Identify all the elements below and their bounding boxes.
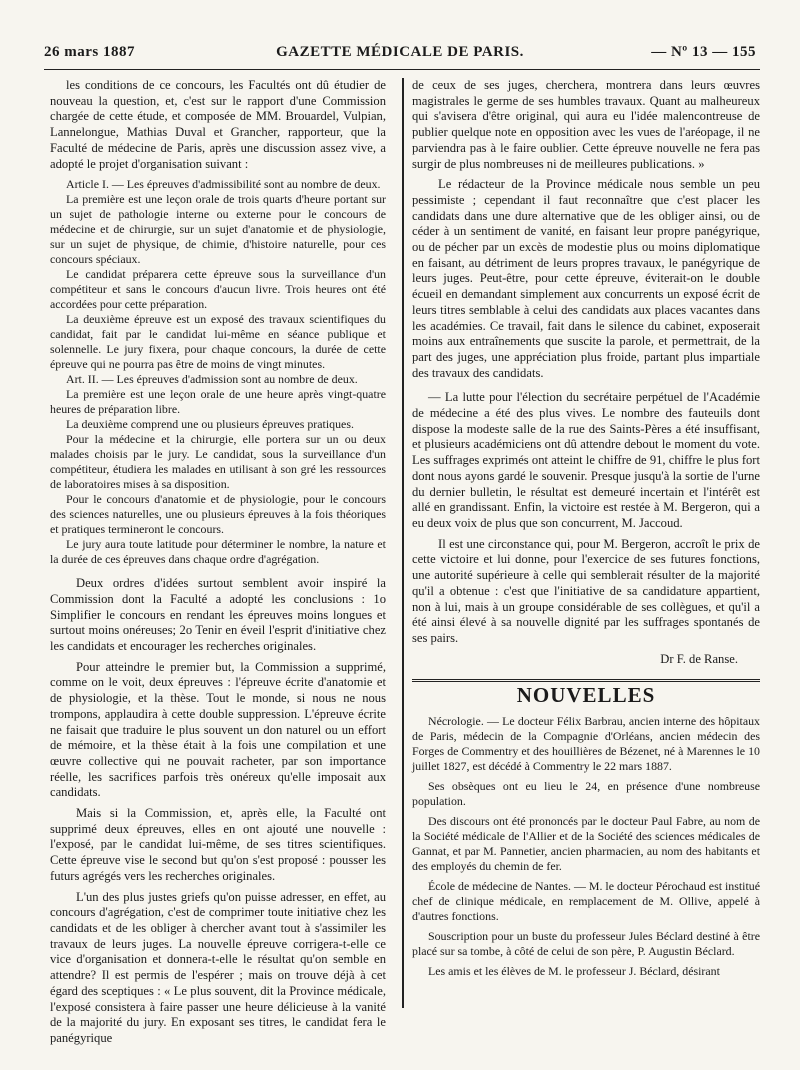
paragraph: Il est une circonstance qui, pour M. Bergeron, accroît le prix de cette victoire et lui donne, pour l'exercice de ses futures fonctions, une autorité supérieure à celle qui semblerait résulter de la majorité qu'il a obtenue : c'est que l'initiative de sa candidature appartient, non à lui, mais à un groupe considérable de ses collègues, et qu'il a été ainsi élevé à sa nouvelle dignité par les suffrages spontanés de ses pairs. xyxy=(412,536,760,645)
news-item: Ses obsèques ont eu lieu le 24, en présence d'une nombreuse population. xyxy=(412,779,760,809)
right-column xyxy=(412,78,760,979)
news-item: Nécrologie. — Le docteur Félix Barbrau, ancien interne des hôpitaux de Paris, médecin de la Compagnie d'Orléans, ancien médecin des Forges de Commentry et des houillières de Bézenet, né à Marennes le 10 juillet 1827, est décédé à Commentry le 22 mars 1887. xyxy=(412,714,760,774)
paragraph: Le jury aura toute latitude pour déterminer le nombre, la nature et la durée de ces épreuves dans chaque ordre d'agrégation. xyxy=(50,537,386,567)
paragraph: Art. II. — Les épreuves d'admission sont au nombre de deux. xyxy=(66,372,358,387)
paragraph: Pour le concours d'anatomie et de physiologie, pour le concours des sciences naturelles, une ou plusieurs épreuves à la fois théoriques et pratiques termineront le concours. xyxy=(50,492,386,537)
paragraph: La première est une leçon orale de une heure après vingt-quatre heures de préparation libre. xyxy=(50,387,386,417)
news-item: École de médecine de Nantes. — M. le docteur Pérochaud est institué chef de clinique médicale, en remplacement de M. Ollive, appelé à d'autres fonctions. xyxy=(412,879,760,924)
news-item: Souscription pour un buste du professeur Jules Béclard destiné à être placé sur sa tombe, à côté de celui de son père, P. Augustin Béclard. xyxy=(412,929,760,959)
paragraph: Deux ordres d'idées surtout semblent avoir inspiré la Commission dont la Faculté a adopté les conclusions : 1o Simplifier le concours en rendant les épreuves moins longues et surtout moins onéreuses; 2o Tenir en éveil l'esprit d'initiative chez les candidats et encourager les recherches originales. xyxy=(50,576,386,654)
paragraph: L'un des plus justes griefs qu'on puisse adresser, en effet, au concours d'agrégation, c'est de comprimer toute initiative chez les candidats et de les obliger à chercher avant tout à s'assimiler les travaux de leurs juges. La nouvelle épreuve corrigera-t-elle ce vice d'organisation et donnera-t-elle le résultat qu'on semble en attendre? Il est permis de l'espérer ; mais on trouve déjà à cet égard des sceptiques : « Le plus souvent, dit la Province médicale, l'exposé consistera à faire passer une heure délicieuse à la vanité de la majorité du jury. En exposant ses titres, le candidat fera le panégyrique xyxy=(50,889,386,1045)
paragraph: La première est une leçon orale de trois quarts d'heure portant sur un sujet de pathologie interne ou externe pour le concours de médecine et de chirurgie, sur un sujet d'anatomie et de physiologie, sur un sujet de physique, de chimie, d'histoire naturelle, pour ces concours spéciaux. xyxy=(50,192,386,267)
paragraph: Pour la médecine et la chirurgie, elle portera sur un ou deux malades choisis par le jury. Le candidat, sous la surveillance d'un compétiteur, étudiera les malades en utilisant à son gré les ressources de laboratoires mises à sa disposition. xyxy=(50,432,386,492)
paragraph: Mais si la Commission, et, après elle, la Faculté ont supprimé deux épreuves, elles en ont ajouté une nouvelle : l'exposé, par le candidat lui-même, de ses titres scientifiques. Cette épreuve vise le second but qu'on s'est proposé : pousser les futurs agrégés vers les recherches originales. xyxy=(50,806,386,883)
news-item: Des discours ont été prononcés par le docteur Paul Fabre, au nom de la Société médicale de l'Allier et de la Société des sciences médicales de Gannat, et par M. Pannetier, ancien pharmacien, au nom des habitants et des employés du chemin de fer. xyxy=(412,814,760,874)
paragraph: de ceux de ses juges, cherchera, montrera dans leurs œuvres magistrales le germe de ses humbles travaux. Quant au malheureux qui s'avisera d'être original, qui aura eu l'idée malencontreuse de publier quelque note en opposition avec les vues de l'aréopage, il ne parviendra pas à le faire oublier. Cette épreuve nouvelle ne fera pas surgir de plus nombreuses ni de meilleures publications. » xyxy=(412,78,760,171)
paragraph: Le candidat préparera cette épreuve sous la surveillance d'un compétiteur et sans le concours d'aucun livre. Trois heures ont été accordées pour cette préparation. xyxy=(50,267,386,312)
paragraph: — La lutte pour l'élection du secrétaire perpétuel de l'Académie de médecine a été des plus vives. Le nombre des fauteuils dont dispose la modeste salle de la rue des Saints-Pères a été insuffisant, et plusieurs académiciens ont dû attendre debout le moment du vote. Les suffrages exprimés ont atteint le chiffre de 91, chiffre le plus fort dont nous ayons gardé le souvenir. Presque jusqu'à la sortie de l'urne du dernier bulletin, le résultat est demeuré incertain et l'intérêt est allé en grandissant. Enfin, la victoire est restée à M. Bergeron, qui a eu deux voix de plus que son concurrent, M. Jaccoud. xyxy=(412,390,760,530)
paragraph: Pour atteindre le premier but, la Commission a supprimé, comme on le voit, deux épreuves : l'épreuve écrite d'anatomie et de physiologie, et la thèse. Tout le monde, si nous ne nous trompons, applaudira à cette double suppression. L'épreuve écrite ne faisait que traduire le plus souvent un don naturel ou un effort de mémoire, et la thèse était à la fois une compilation et une œuvre collective qui ne pouvait racheter, par son importance réelle, les sacrifices parfois très onéreux qu'elle imposait aux candidats. xyxy=(50,659,386,800)
column-divider xyxy=(402,78,404,1008)
section-rule xyxy=(412,679,760,682)
header-date: 26 mars 1887 xyxy=(44,44,135,60)
paragraph: les conditions de ce concours, les Facultés ont dû étudier de nouveau la question, et, c'est sur le rapport d'une Commission chargée de cette étude, et composée de MM. Brouardel, Vulpian, Lannelongue, Mathias Duval et Grancher, rapporteur, que la Faculté de médecine de Paris, après une discussion assez vive, a adopté le projet d'organisation suivant : xyxy=(50,78,386,171)
issue-page-number: — Nº 13 — 155 xyxy=(651,44,756,60)
header-rule xyxy=(44,69,760,70)
paragraph: La deuxième épreuve est un exposé des travaux scientifiques du candidat, fait par le candidat lui-même en séance publique et solennelle. Le jury fixera, pour chaque concours, la durée de cette épreuve qui ne pourra pas être de moins de vingt minutes. xyxy=(50,312,386,372)
paragraph: Le rédacteur de la Province médicale nous semble un peu pessimiste ; cependant il faut reconnaître que c'est placer les candidats dans une dure alternative que de les obliger ainsi, ou de céder à un sentiment de vanité, en faisant leur propre panégyrique, ou de pécher par un excès de modestie plus ou moins diplomatique en faisant, au détriment de leurs propres travaux, le panégyrique de leurs juges. Peut-être, pour cette épreuve, éviterait-on le double écueil en demandant simplement aux concurrents un exposé écrit de leurs titres semblable à celui des candidats aux places vacantes dans les académies. Ce travail, fait dans le silence du cabinet, exposerait moins aux entraînements que suscite la parole, et permettrait, de la part des juges, une appréciation plus froide, partant plus impartiale des travaux des candidats. xyxy=(412,177,760,380)
journal-title: GAZETTE MÉDICALE DE PARIS. xyxy=(276,44,524,60)
paragraph: La deuxième comprend une ou plusieurs épreuves pratiques. xyxy=(66,417,354,432)
left-column xyxy=(50,78,386,1047)
news-item: Les amis et les élèves de M. le professeur J. Béclard, désirant xyxy=(428,964,720,979)
page-header xyxy=(44,44,756,66)
author-signature: Dr F. de Ranse. xyxy=(660,651,738,666)
paragraph: Article I. — Les épreuves d'admissibilité sont au nombre de deux. xyxy=(66,177,381,192)
section-title-nouvelles: NOUVELLES xyxy=(516,683,656,708)
